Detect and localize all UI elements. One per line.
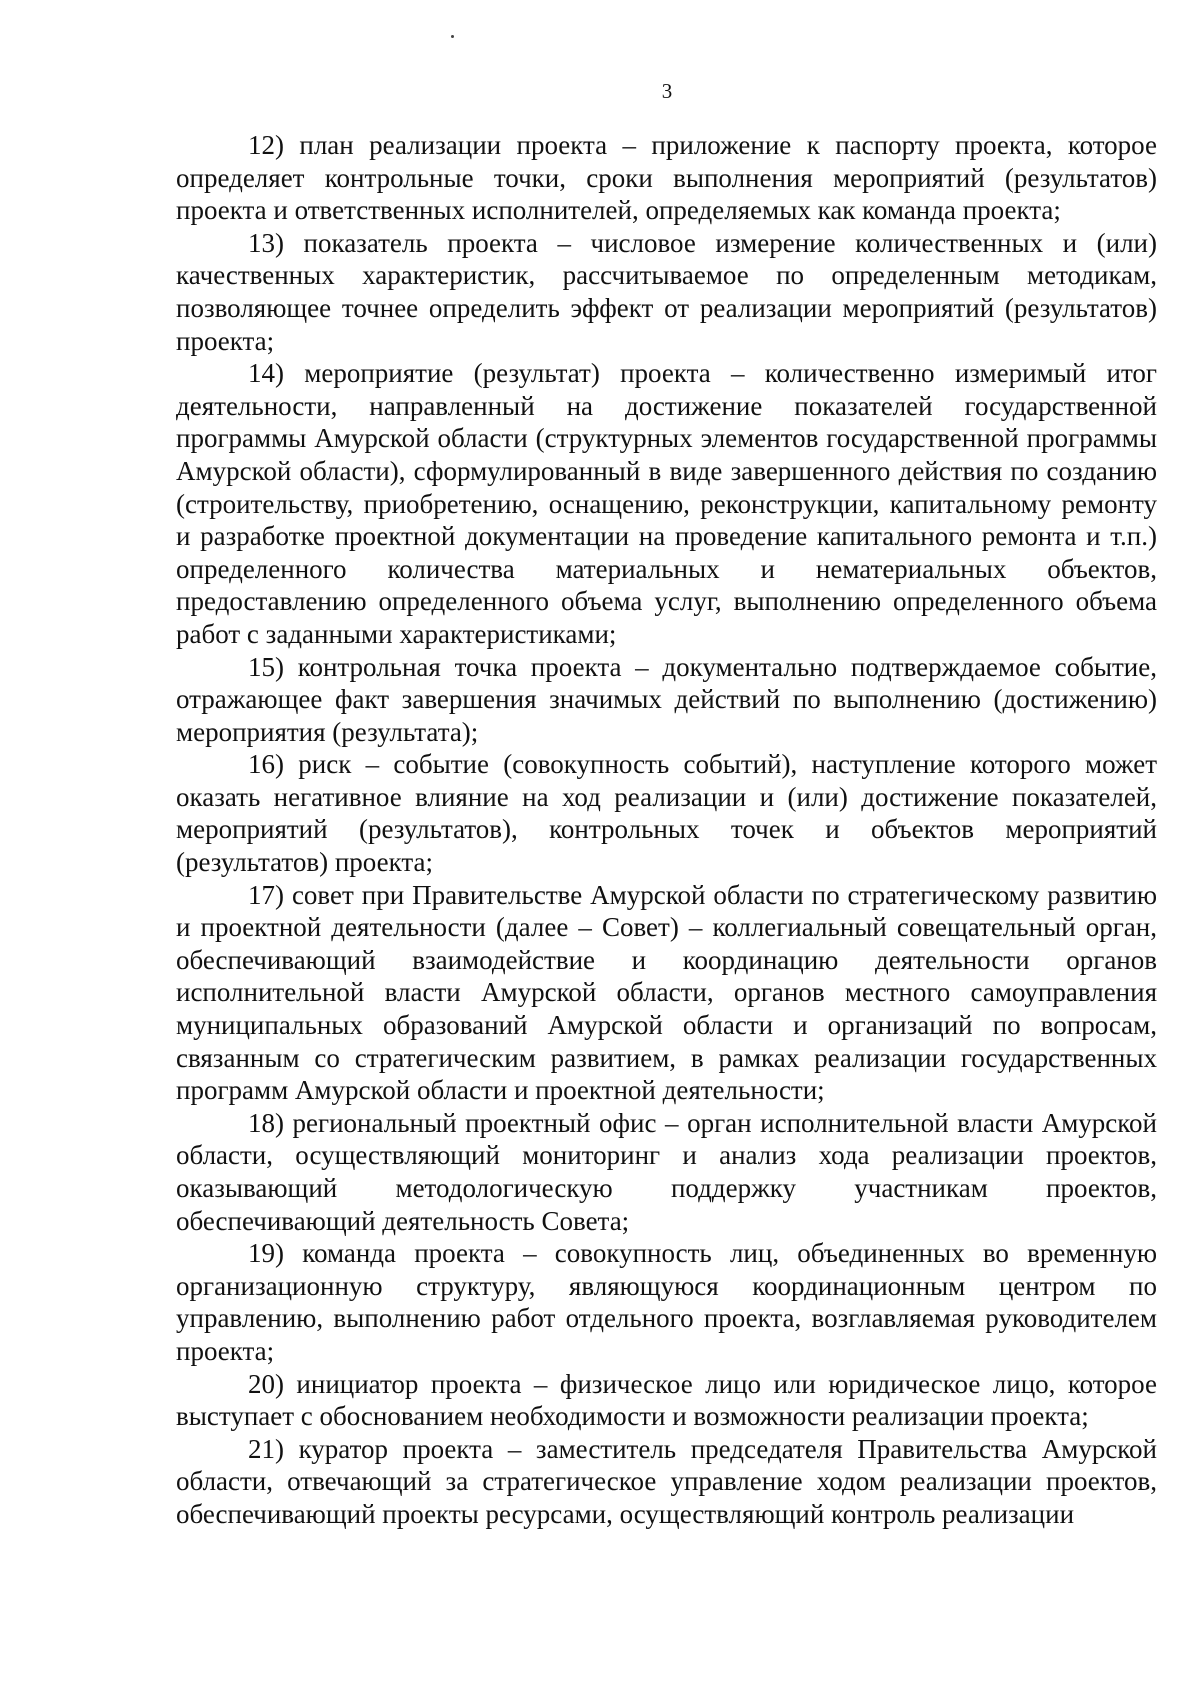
paragraph-16: 16) риск – событие (совокупность событий), наступление которого может оказать негативное влияние на ход реализации и (или) достижение показателей, мероприятий (результатов), контрольных точек и объектов мероприятий (результатов) проекта; [176,749,1157,878]
paragraph-20: 20) инициатор проекта – физическое лицо или юридическое лицо, которое выступает с обоснованием необходимости и возможности реализации проекта; [176,1368,1157,1432]
paragraph-19: 19) команда проекта – совокупность лиц, объединенных во временную организационную структуру, являющуюся координационным центром по управлению, выполнению работ отдельного проекта, возглавляемая руководителем проекта; [176,1238,1157,1366]
scan-speck [451,35,454,38]
page-number: 3 [661,79,673,103]
paragraph-14: 14) мероприятие (результат) проекта – количественно измеримый итог деятельности, направленный на достижение показателей государственной программы Амурской области (структурных элементов государственной программы Амурской области), сформулированный в виде завершенного действия по созданию (строительству, приобретению, оснащению, реконструкции, капитальному ремонту и разработке проектной документации на проведение капитального ремонта и т.п.) определенного количества материальных и нематериальных объектов, предоставлению определенного объема услуг, выполнению определенного объема работ с заданными характеристиками; [176,358,1157,649]
paragraph-13: 13) показатель проекта – числовое измерение количественных и (или) качественных характеристик, рассчитываемое по определенным методикам, позволяющее точнее определить эффект от реализации мероприятий (результатов) проекта; [176,227,1157,356]
paragraph-21: 21) куратор проекта – заместитель председателя Правительства Амурской области, отвечающий за стратегическое управление ходом реализации проектов, обеспечивающий проекты ресурсами, осуществляющий контроль реализации [176,1433,1157,1529]
definitions-list [176,129,1157,1531]
paragraph-15: 15) контрольная точка проекта – документально подтверждаемое событие, отражающее факт завершения значимых действий по выполнению (достижению) мероприятия (результата); [176,651,1157,747]
paragraph-17: 17) совет при Правительстве Амурской области по стратегическому развитию и проектной деятельности (далее – Совет) – коллегиальный совещательный орган, обеспечивающий взаимодействие и координацию деятельности органов исполнительной власти Амурской области, органов местного самоуправления муниципальных образований Амурской области и организаций по вопросам, связанным со стратегическим развитием, в рамках реализации государственных программ Амурской области и проектной деятельности; [176,879,1157,1106]
paragraph-18: 18) региональный проектный офис – орган исполнительной власти Амурской области, осуществляющий мониторинг и анализ хода реализации проектов, оказывающий методологическую поддержку участникам проектов, обеспечивающий деятельность Совета; [176,1107,1157,1236]
paragraph-12: 12) план реализации проекта – приложение к паспорту проекта, которое определяет контрольные точки, сроки выполнения мероприятий (результатов) проекта и ответственных исполнителей, определяемых как команда проекта; [176,130,1157,226]
